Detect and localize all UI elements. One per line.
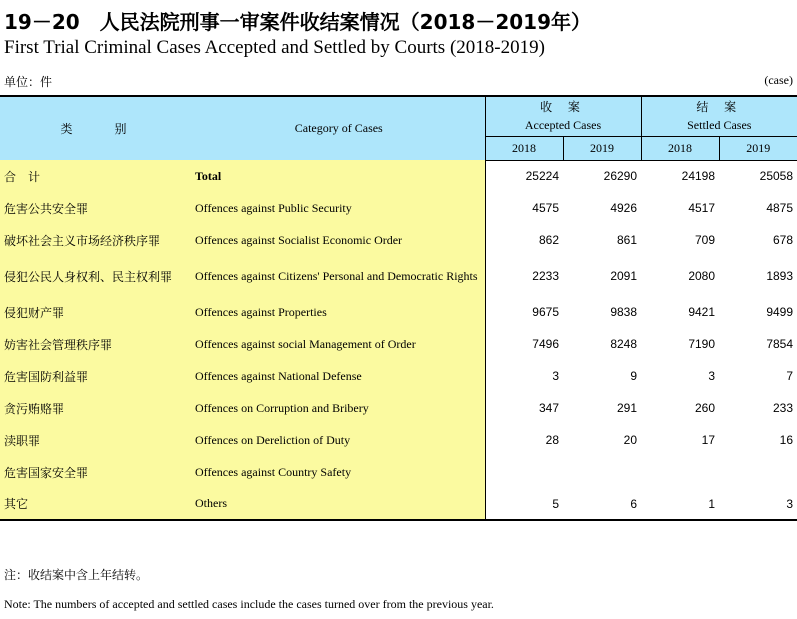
value-cell: 4926: [610, 201, 638, 215]
row-label-en: Offences against Socialist Economic Order: [193, 224, 485, 256]
footnote-cn: 注：收结案中含上年结转。: [4, 568, 149, 582]
value-cell: 25224: [485, 160, 563, 192]
row-label-cn: 合 计: [0, 160, 193, 192]
unit-label-en: (case): [764, 73, 793, 87]
year-header: 2019: [719, 136, 797, 160]
table-title-cn: 19－20 人民法院刑事一审案件收结案情况（2018－2019年）: [4, 10, 591, 34]
row-label-cn: 侵犯公民人身权利、民主权利罪: [0, 256, 193, 296]
row-label-en: Offences on Corruption and Bribery: [193, 392, 485, 424]
table-title-en: First Trial Criminal Cases Accepted and Settled by Courts (2018-2019): [4, 37, 545, 58]
table-row: [0, 296, 797, 328]
year-header: 2018: [641, 136, 719, 160]
value-cell: 3: [708, 369, 716, 383]
value-cell: 7: [786, 369, 794, 383]
value-cell: 5: [485, 488, 563, 520]
year-header: 2018: [485, 136, 563, 160]
category-header-cn: 类 别: [0, 96, 193, 160]
accepted-header-cn: 收 案: [485, 96, 641, 116]
table-row: [0, 256, 797, 296]
row-label-en: Offences against Properties: [193, 296, 485, 328]
value-cell: 16: [779, 433, 794, 447]
value-cell: 3: [719, 488, 797, 520]
category-header-en: Category of Cases: [193, 96, 485, 160]
row-label-cn: 危害国家安全罪: [0, 456, 193, 488]
settled-header-cn: 结 案: [641, 96, 797, 116]
table-row: [0, 360, 797, 392]
value-cell: [641, 456, 719, 488]
settled-header-en: Settled Cases: [641, 116, 797, 136]
value-cell: 28: [485, 424, 563, 456]
row-label-cn: 危害公共安全罪: [0, 192, 193, 224]
cases-table: [0, 95, 797, 521]
value-cell: 862: [485, 224, 563, 256]
value-cell: 2080: [688, 269, 716, 283]
value-cell: 9499: [766, 305, 794, 319]
value-cell: 678: [773, 233, 794, 247]
value-cell: [563, 456, 641, 488]
accepted-header-en: Accepted Cases: [485, 116, 641, 136]
table-row: [0, 392, 797, 424]
value-cell: 7190: [688, 337, 716, 351]
table-row: [0, 424, 797, 456]
value-cell: 709: [694, 233, 716, 247]
row-label-en: Offences against National Defense: [193, 360, 485, 392]
row-label-cn: 破坏社会主义市场经济秩序罪: [0, 224, 193, 256]
row-label-en: Offences on Dereliction of Duty: [193, 424, 485, 456]
row-label-cn: 危害国防利益罪: [0, 360, 193, 392]
row-label-en: Offences against Citizens' Personal and Democratic Rights: [193, 256, 485, 296]
value-cell: 260: [694, 401, 716, 415]
row-label-cn: 渎职罪: [0, 424, 193, 456]
value-cell: 6: [563, 488, 641, 520]
value-cell: 2091: [610, 269, 638, 283]
value-cell: 25058: [759, 169, 794, 184]
value-cell: 9838: [610, 305, 638, 319]
value-cell: 861: [616, 233, 638, 247]
table-row: [0, 224, 797, 256]
value-cell: 24198: [681, 169, 716, 184]
unit-label-cn: 单位：件: [4, 75, 53, 89]
value-cell: 9421: [688, 305, 716, 319]
table-row: [0, 456, 797, 488]
value-cell: 8248: [610, 337, 638, 351]
value-cell: 17: [701, 433, 716, 447]
value-cell: 3: [485, 360, 563, 392]
value-cell: 9675: [485, 296, 563, 328]
value-cell: 4875: [766, 201, 794, 215]
row-label-cn: 贪污贿赂罪: [0, 392, 193, 424]
row-label-en: Offences against social Management of Order: [193, 328, 485, 360]
value-cell: 291: [616, 401, 638, 415]
row-label-cn: 妨害社会管理秩序罪: [0, 328, 193, 360]
value-cell: 7854: [766, 337, 794, 351]
row-label-en: Offences against Public Security: [193, 192, 485, 224]
table-row: [0, 488, 797, 520]
value-cell: 7496: [485, 328, 563, 360]
table-row: [0, 328, 797, 360]
footnote-en: Note: The numbers of accepted and settled cases include the cases turned over from the previous year.: [4, 597, 494, 611]
value-cell: 4517: [688, 201, 716, 215]
value-cell: 2233: [485, 256, 563, 296]
row-label-en: Total: [193, 160, 485, 192]
value-cell: 233: [773, 401, 794, 415]
row-label-en: Others: [193, 488, 485, 520]
row-label-cn: 侵犯财产罪: [0, 296, 193, 328]
value-cell: 4575: [485, 192, 563, 224]
value-cell: 20: [623, 433, 638, 447]
value-cell: 1893: [766, 269, 794, 283]
value-cell: [485, 456, 563, 488]
value-cell: [719, 456, 797, 488]
value-cell: 26290: [603, 169, 638, 184]
value-cell: 9: [630, 369, 638, 383]
row-label-cn: 其它: [0, 488, 193, 520]
year-header: 2019: [563, 136, 641, 160]
table-row: [0, 192, 797, 224]
value-cell: 347: [485, 392, 563, 424]
row-label-en: Offences against Country Safety: [193, 456, 485, 488]
value-cell: 1: [641, 488, 719, 520]
table-row: [0, 160, 797, 192]
